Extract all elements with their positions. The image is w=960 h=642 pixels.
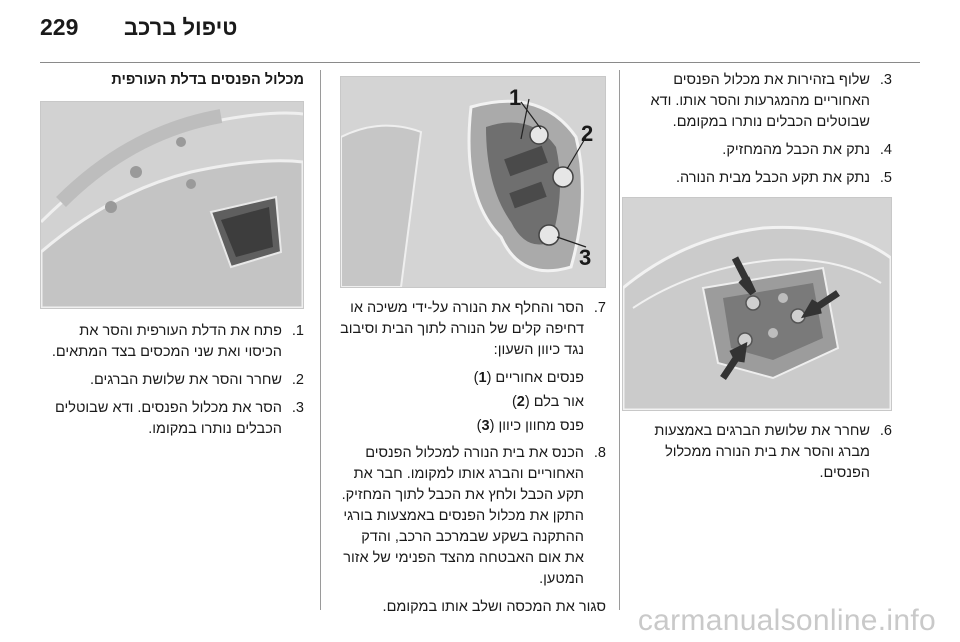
column-divider-right <box>619 70 620 610</box>
step-item <box>340 298 606 361</box>
callout-2: 2 <box>581 121 594 146</box>
closing-text: סגור את המכסה ושלב אותו במקומם. <box>382 599 606 615</box>
step-text: הסר את מכלול הפנסים. ודא שבוטלים הכבלים נותרו במקומו. <box>54 400 282 437</box>
step-number: 1. <box>291 323 304 339</box>
legend-item: פנסים אחוריים (1) <box>473 370 584 386</box>
step-item <box>622 421 892 484</box>
tail-lamp-screws-illustration <box>622 197 892 411</box>
steps-list-middle-2 <box>340 443 606 590</box>
step-item <box>40 321 304 363</box>
step-number: 3. <box>879 72 892 88</box>
step-number: 8. <box>593 445 606 461</box>
page-title: טיפול ברכב <box>124 15 238 40</box>
column-middle <box>340 70 606 618</box>
bulb-legend <box>340 368 606 437</box>
steps-list-right <box>622 70 892 189</box>
step-text: הכנס את בית הנורה למכלול הפנסים האחוריים והברג אותו למקומו. חבר את תקע הכבל ולחץ את הכבל לתוך המחזיק. התקן את מכלול הפנסים באמצעות בורגי ההתקנה בשקע שבמרכב הרכב, והדק את אום האבטחה מהצד הפנימי של אזור המטען. <box>341 445 584 587</box>
step-item <box>622 70 892 133</box>
step-number: 7. <box>593 300 606 316</box>
step-number: 5. <box>879 170 892 186</box>
column-left <box>40 70 304 447</box>
legend-label: פנס מחוון כיוון <box>498 418 584 434</box>
step-number: 6. <box>879 423 892 439</box>
step-item <box>622 168 892 189</box>
legend-number: 2 <box>516 394 525 410</box>
tailgate-interior-illustration <box>40 101 304 309</box>
step-text: שלוף בזהירות את מכלול הפנסים האחוריים מהמגרעות והסר אותו. ודא שבוטלים הכבלים נותרו במקומם. <box>650 72 870 130</box>
step-text: פתח את הדלת העורפית והסר את הכיסוי ואת שני המכסים בצד המתאים. <box>51 323 282 360</box>
steps-list-left <box>40 321 304 440</box>
step-item <box>340 443 606 590</box>
step-number: 4. <box>879 142 892 158</box>
header-divider <box>40 62 920 63</box>
legend-label: פנסים אחוריים <box>495 370 584 386</box>
steps-list-middle <box>340 298 606 361</box>
step-number: 3. <box>291 400 304 416</box>
step-number: 2. <box>291 372 304 388</box>
step-text: שחרר את שלושת הברגים באמצעות מברג והסר את בית הנורה ממכלול הפנסים. <box>654 423 870 481</box>
steps-list-right-2 <box>622 421 892 484</box>
step-text: הסר והחלף את הנורה על-ידי משיכה או דחיפה קלים של הנורה לתוך הבית וסיבוב נגד כיוון השעון: <box>340 300 584 358</box>
callout-3: 3 <box>579 245 592 270</box>
callout-1: 1 <box>509 85 522 110</box>
watermark: carmanualsonline.info <box>637 604 936 637</box>
step-text: שחרר והסר את שלושת הברגים. <box>89 372 282 388</box>
legend-label: אור בלם <box>533 394 584 410</box>
column-right <box>622 70 892 491</box>
bulb-holder-illustration <box>340 76 606 288</box>
legend-number: 3 <box>481 418 490 434</box>
column-divider-left <box>320 70 321 610</box>
step-item <box>40 370 304 391</box>
legend-item: פנס מחוון כיוון (3) <box>476 418 584 434</box>
section-title: מכלול הפנסים בדלת העורפית <box>111 72 304 88</box>
legend-item: אור בלם (2) <box>511 394 584 410</box>
step-text: נתק את תקע הכבל מבית הנורה. <box>675 170 870 186</box>
legend-number: 1 <box>478 370 487 386</box>
step-item <box>622 140 892 161</box>
page-number: 229 <box>40 14 79 40</box>
step-item <box>40 398 304 440</box>
page-header <box>40 14 920 50</box>
step-text: נתק את הכבל מהמחזיק. <box>722 142 870 158</box>
